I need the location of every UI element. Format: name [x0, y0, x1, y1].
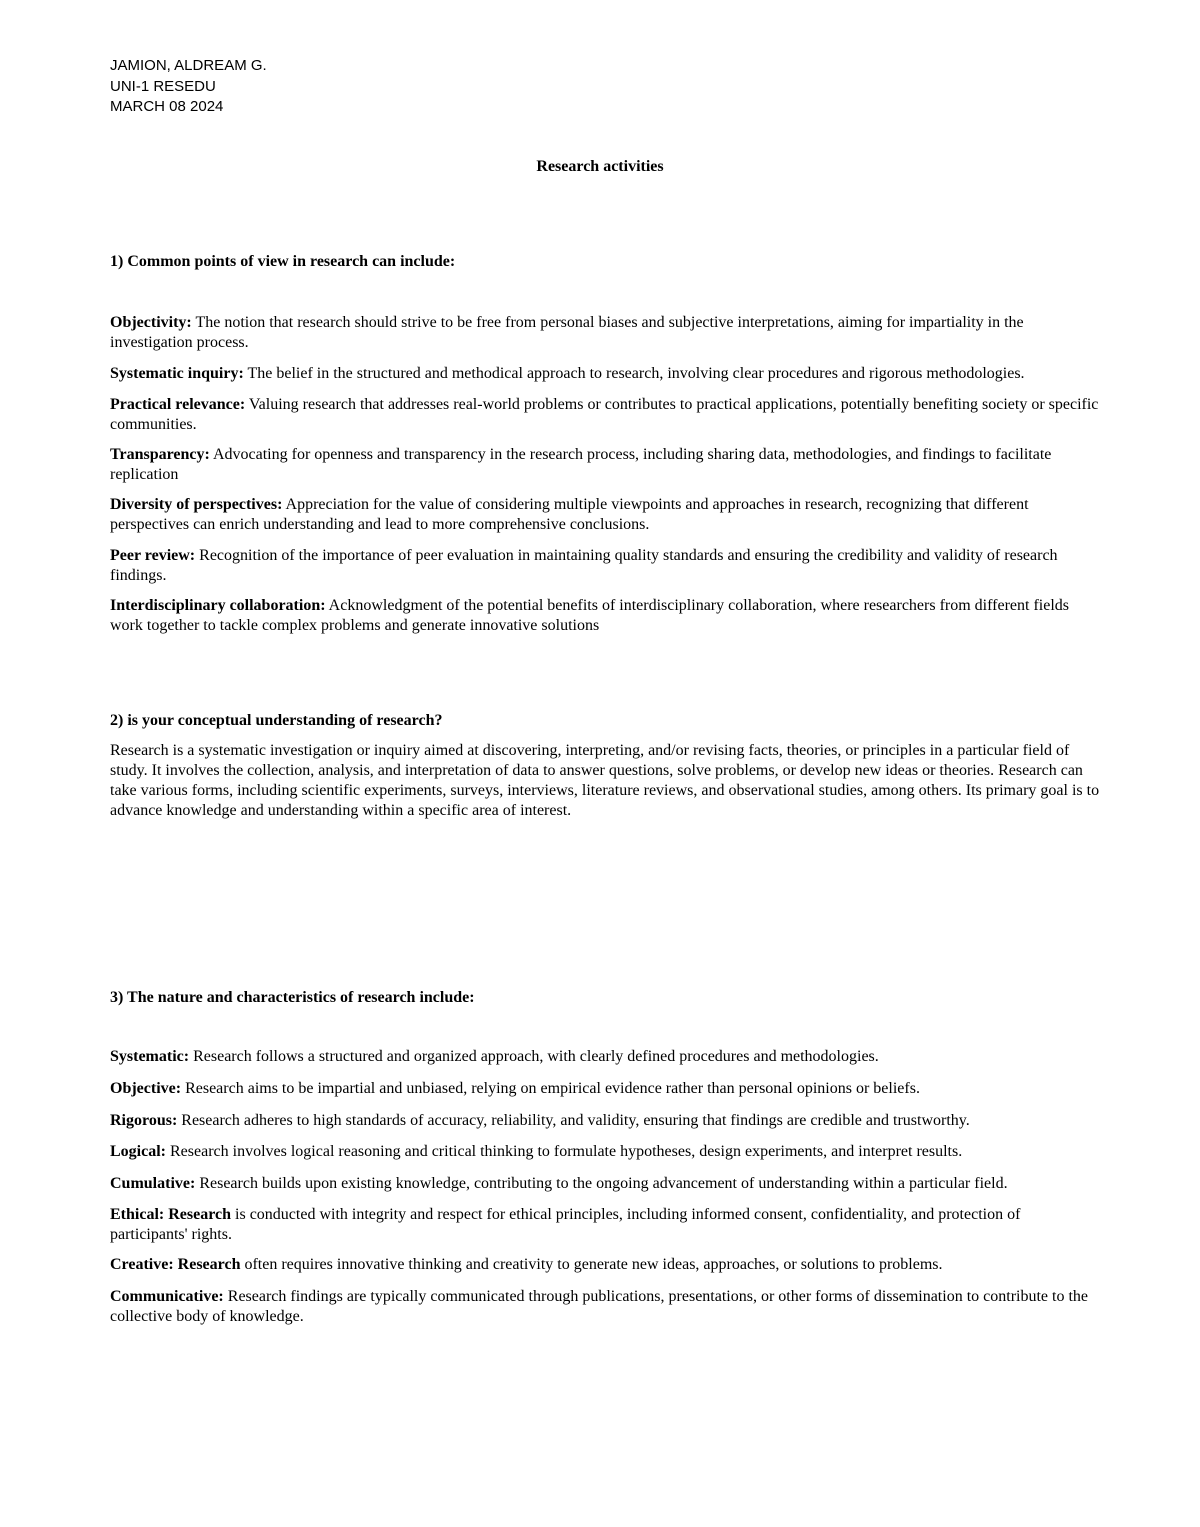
item-term: Objective:	[110, 1080, 182, 1097]
section-3-item	[110, 1047, 1100, 1067]
document-date: MARCH 08 2024	[110, 98, 224, 115]
course-code: UNI-1 RESEDU	[110, 77, 216, 95]
item-term: Ethical: Research	[110, 1206, 232, 1223]
item-text: Acknowledgment of the potential benefits of interdisciplinary collaboration, where researchers from different fields work together to tackle complex problems and generate innovative solutions	[110, 597, 1070, 634]
section-3-item	[110, 1255, 1100, 1275]
item-term: Cumulative:	[110, 1175, 196, 1192]
author-name: JAMION, ALDREAM G.	[110, 57, 267, 74]
section-1-item	[110, 395, 1100, 435]
item-text: Research involves logical reasoning and critical thinking to formulate hypotheses, design experiments, and interpret results.	[166, 1143, 963, 1160]
section-1-item	[110, 364, 1100, 384]
section-1-heading: 1) Common points of view in research can include:	[110, 253, 456, 270]
item-term: Diversity of perspectives:	[110, 496, 283, 513]
section-3-item	[110, 1174, 1100, 1194]
item-text: Valuing research that addresses real-world problems or contributes to practical applications, potentially benefiting society or specific communities.	[110, 396, 1099, 433]
section-3-item	[110, 1142, 1100, 1162]
item-text: Research follows a structured and organized approach, with clearly defined procedures and methodologies.	[189, 1048, 879, 1065]
item-text: Advocating for openness and transparency in the research process, including sharing data, methodologies, and findings to facilitate replication	[110, 446, 1052, 483]
section-3-item	[110, 1111, 1100, 1131]
item-term: Communicative:	[110, 1288, 224, 1305]
item-text: often requires innovative thinking and creativity to generate new ideas, approaches, or solutions to problems.	[240, 1256, 943, 1273]
item-text: Recognition of the importance of peer evaluation in maintaining quality standards and ensuring the credibility and validity of research findings.	[110, 547, 1058, 584]
item-term: Systematic:	[110, 1048, 190, 1065]
section-3-item	[110, 1205, 1100, 1245]
item-term: Objectivity:	[110, 314, 192, 331]
item-text: Research aims to be impartial and unbiased, relying on empirical evidence rather than personal opinions or beliefs.	[181, 1080, 920, 1097]
section-2-body: Research is a systematic investigation or inquiry aimed at discovering, interpreting, and/or revising facts, theories, or principles in a particular field of study. It involves the collection, analysis, and interpretation of data to answer questions, solve problems, or develop new ideas or theories. Research can take various forms, including scientific experiments, surveys, interviews, literature reviews, and observational studies, among others. Its primary goal is to advance knowledge and understanding within a specific area of interest.	[110, 742, 1100, 819]
item-term: Interdisciplinary collaboration:	[110, 597, 326, 614]
document-title: Research activities	[536, 158, 664, 175]
section-2-heading: 2) is your conceptual understanding of research?	[110, 712, 443, 729]
item-text: The notion that research should strive to be free from personal biases and subjective interpretations, aiming for impartiality in the investigation process.	[110, 314, 1024, 351]
document-header	[110, 56, 267, 118]
item-text: Appreciation for the value of considering multiple viewpoints and approaches in research, recognizing that different perspectives can enrich understanding and lead to more comprehensive conclusions.	[110, 496, 1029, 533]
item-text: is conducted with integrity and respect for ethical principles, including informed consent, confidentiality, and protection of participants' rights.	[110, 1206, 1021, 1243]
section-1-item	[110, 495, 1100, 535]
section-3-heading: 3) The nature and characteristics of research include:	[110, 989, 475, 1006]
section-1-item	[110, 596, 1100, 636]
item-text: The belief in the structured and methodical approach to research, involving clear procedures and rigorous methodologies.	[243, 365, 1025, 382]
item-term: Peer review:	[110, 547, 196, 564]
section-1-item	[110, 546, 1100, 586]
item-text: Research findings are typically communicated through publications, presentations, or other forms of dissemination to contribute to the collective body of knowledge.	[110, 1288, 1088, 1325]
item-term: Logical:	[110, 1143, 166, 1160]
item-term: Practical relevance:	[110, 396, 246, 413]
item-term: Rigorous:	[110, 1112, 178, 1129]
section-3-item	[110, 1287, 1100, 1327]
section-1-item	[110, 445, 1100, 485]
item-text: Research adheres to high standards of accuracy, reliability, and validity, ensuring that findings are credible and trustworthy.	[177, 1112, 970, 1129]
item-term: Systematic inquiry:	[110, 365, 244, 382]
item-term: Transparency:	[110, 446, 210, 463]
item-term: Creative: Research	[110, 1256, 241, 1273]
section-1-item	[110, 313, 1100, 353]
section-3-item	[110, 1079, 1100, 1099]
item-text: Research builds upon existing knowledge, contributing to the ongoing advancement of understanding within a particular field.	[195, 1175, 1008, 1192]
